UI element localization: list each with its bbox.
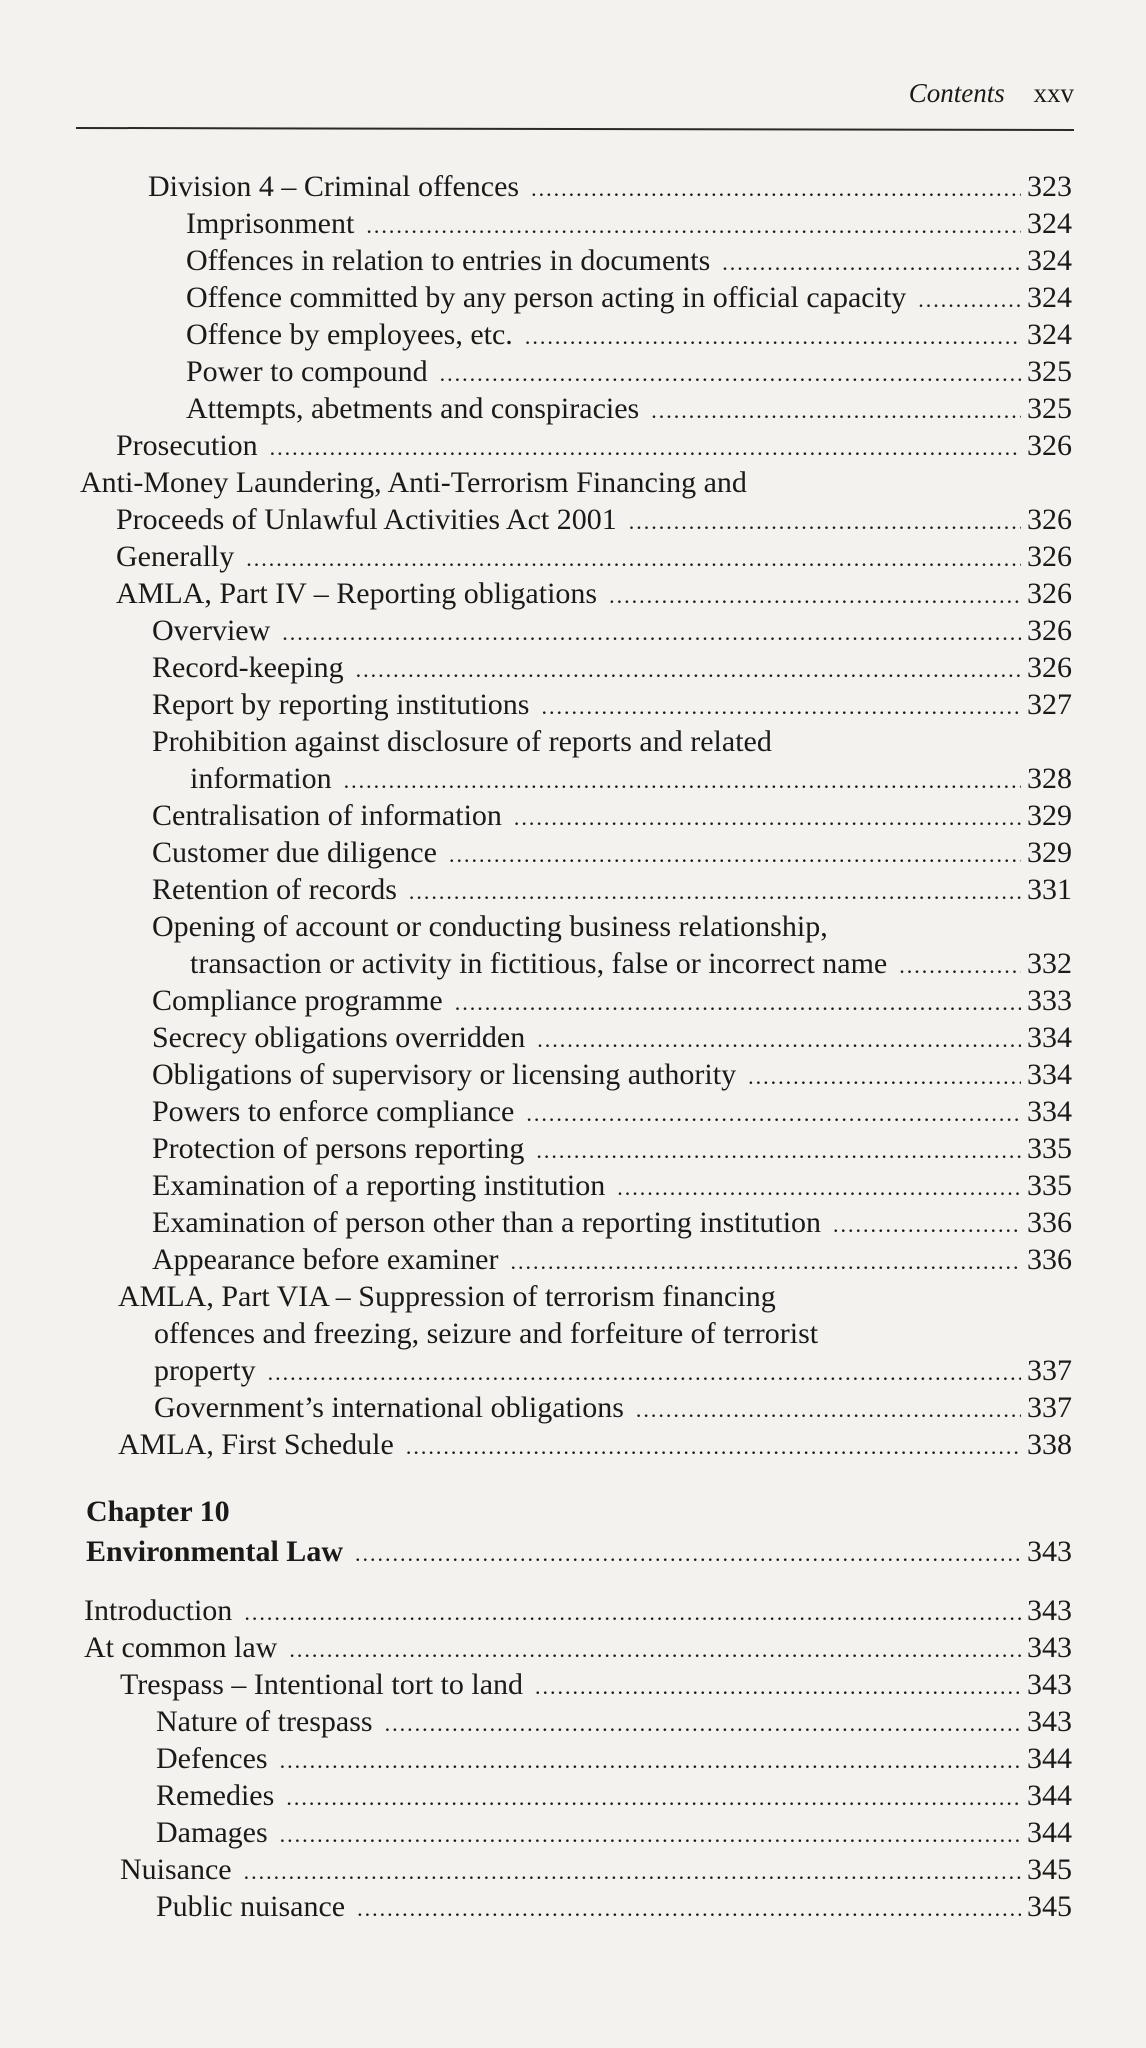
dot-leader: [356, 651, 1021, 688]
toc-entry-page: 324: [1027, 244, 1072, 277]
toc-entry: [0, 1740, 1146, 1777]
toc-entry-title: Opening of account or conducting business relationship,: [152, 910, 828, 943]
toc-entry: [0, 1592, 1146, 1629]
dot-leader: [270, 429, 1021, 466]
dot-leader: [455, 984, 1021, 1021]
toc-entry-title: transaction or activity in fictitious, false or incorrect name: [190, 947, 888, 980]
toc-entry: [0, 242, 1146, 279]
toc-entry-page: 326: [1027, 577, 1072, 610]
dot-leader: [409, 873, 1021, 910]
toc-entry: [0, 982, 1146, 1019]
chapter-number: [0, 1493, 1146, 1530]
dot-leader: [268, 1354, 1021, 1391]
toc-entry: [0, 1426, 1146, 1463]
dot-leader: [833, 1206, 1021, 1243]
toc-entry: [0, 1315, 1146, 1352]
toc-entry: [0, 168, 1146, 205]
toc-entry: [0, 1241, 1146, 1278]
toc-entry: [0, 279, 1146, 316]
toc-entry: [0, 464, 1146, 501]
dot-leader: [629, 503, 1021, 540]
dot-leader: [651, 392, 1021, 429]
table-of-contents: [0, 168, 1146, 1925]
dot-leader: [406, 1428, 1021, 1465]
toc-entry-page: 326: [1027, 429, 1072, 462]
section-gap: [0, 1463, 1146, 1493]
page-number: xxv: [1033, 78, 1074, 108]
toc-entry: [0, 1777, 1146, 1814]
toc-entry: [0, 1389, 1146, 1426]
toc-entry: [0, 1167, 1146, 1204]
toc-entry: [0, 575, 1146, 612]
dot-leader: [636, 1391, 1021, 1428]
toc-entry-page: 334: [1027, 1058, 1072, 1091]
toc-entry-page: 343: [1027, 1594, 1072, 1627]
toc-entry-page: 332: [1027, 947, 1072, 980]
toc-section-division-4-amla: [0, 168, 1146, 1463]
dot-leader: [244, 1853, 1021, 1890]
toc-entry-page: 337: [1027, 1354, 1072, 1387]
toc-entry-title: Defences: [156, 1742, 268, 1775]
toc-entry: [0, 1204, 1146, 1241]
running-header-label: Contents: [908, 78, 1005, 108]
toc-entry-page: 345: [1027, 1890, 1072, 1923]
toc-entry-title: AMLA, Part VIA – Suppression of terrorism financing: [118, 1280, 776, 1313]
toc-entry: [0, 760, 1146, 797]
toc-entry: [0, 427, 1146, 464]
dot-leader: [280, 1742, 1021, 1779]
dot-leader: [722, 244, 1021, 281]
toc-entry-page: 325: [1027, 355, 1072, 388]
dot-leader: [536, 1132, 1021, 1169]
toc-entry-page: 334: [1027, 1021, 1072, 1054]
dot-leader: [244, 1594, 1021, 1631]
toc-entry-title: Trespass – Intentional tort to land: [120, 1668, 524, 1701]
toc-entry-title: Centralisation of information: [152, 799, 502, 832]
toc-entry-page: 327: [1027, 688, 1072, 721]
toc-entry-page: 329: [1027, 799, 1072, 832]
toc-entry: [0, 501, 1146, 538]
toc-entry-page: 323: [1027, 170, 1072, 203]
toc-entry-title: At common law: [84, 1631, 278, 1664]
chapter-title-text: Environmental Law: [86, 1535, 343, 1568]
toc-entry: [0, 1019, 1146, 1056]
toc-entry-title: property: [154, 1354, 256, 1387]
toc-entry: [0, 649, 1146, 686]
toc-entry-title: Damages: [156, 1816, 268, 1849]
dot-leader: [385, 1705, 1021, 1742]
toc-entry-page: 326: [1027, 614, 1072, 647]
dot-leader: [357, 1890, 1021, 1927]
toc-entry-title: Examination of a reporting institution: [152, 1169, 606, 1202]
toc-entry-page: 336: [1027, 1206, 1072, 1239]
toc-entry-title: Protection of persons reporting: [152, 1132, 525, 1165]
dot-leader: [748, 1058, 1021, 1095]
toc-entry-page: 325: [1027, 392, 1072, 425]
toc-entry-page: 324: [1027, 281, 1072, 314]
toc-entry-page: 335: [1027, 1169, 1072, 1202]
toc-entry-title: offences and freezing, seizure and forfeiture of terrorist: [154, 1317, 819, 1350]
toc-entry-title: information: [190, 762, 332, 795]
section-gap: [0, 1574, 1146, 1592]
toc-entry-title: Obligations of supervisory or licensing authority: [152, 1058, 737, 1091]
toc-entry-page: 345: [1027, 1853, 1072, 1886]
toc-entry-title: Remedies: [156, 1779, 275, 1812]
toc-entry-title: Government’s international obligations: [154, 1391, 624, 1424]
dot-leader: [289, 1631, 1021, 1668]
toc-entry-title: Retention of records: [152, 873, 397, 906]
toc-entry: [0, 686, 1146, 723]
toc-entry: [0, 1130, 1146, 1167]
dot-leader: [440, 355, 1021, 392]
dot-leader: [355, 1532, 1021, 1576]
dot-leader: [282, 614, 1021, 651]
toc-entry-title: AMLA, First Schedule: [118, 1428, 394, 1461]
toc-entry-page: 331: [1027, 873, 1072, 906]
toc-entry-page: 344: [1027, 1742, 1072, 1775]
toc-entry-title: Attempts, abetments and conspiracies: [186, 392, 640, 425]
dot-leader: [918, 281, 1021, 318]
toc-entry: [0, 1093, 1146, 1130]
toc-entry-title: Examination of person other than a reporting institution: [152, 1206, 822, 1239]
toc-entry-title: Anti-Money Laundering, Anti-Terrorism Financing and: [80, 466, 747, 499]
toc-entry: [0, 797, 1146, 834]
toc-entry: [0, 612, 1146, 649]
dot-leader: [609, 577, 1021, 614]
toc-entry-page: 337: [1027, 1391, 1072, 1424]
toc-entry: [0, 1703, 1146, 1740]
toc-entry-page: 328: [1027, 762, 1072, 795]
toc-entry-title: Powers to enforce compliance: [152, 1095, 515, 1128]
toc-entry: [0, 908, 1146, 945]
toc-entry-page: 343: [1027, 1705, 1072, 1738]
dot-leader: [280, 1816, 1021, 1853]
toc-entry-title: Overview: [152, 614, 271, 647]
toc-entry-page: 344: [1027, 1779, 1072, 1812]
dot-leader: [541, 688, 1021, 725]
toc-entry-title: Public nuisance: [156, 1890, 346, 1923]
toc-entry-title: Appearance before examiner: [152, 1243, 499, 1276]
dot-leader: [525, 318, 1021, 355]
dot-leader: [344, 762, 1021, 799]
toc-entry-title: Secrecy obligations overridden: [152, 1021, 526, 1054]
toc-entry: [0, 945, 1146, 982]
toc-entry-title: Imprisonment: [186, 207, 355, 240]
toc-entry: [0, 1851, 1146, 1888]
dot-leader: [899, 947, 1021, 984]
dot-leader: [537, 1021, 1021, 1058]
toc-entry: [0, 834, 1146, 871]
toc-entry: [0, 1629, 1146, 1666]
toc-entry-title: Record-keeping: [152, 651, 344, 684]
running-header: [909, 78, 1074, 109]
toc-entry-title: Offence by employees, etc.: [186, 318, 513, 351]
dot-leader: [535, 1668, 1021, 1705]
toc-entry-page: 335: [1027, 1132, 1072, 1165]
toc-entry-title: Generally: [116, 540, 235, 573]
toc-entry-page: 326: [1027, 651, 1072, 684]
toc-entry-page: 344: [1027, 1816, 1072, 1849]
toc-entry-title: Nuisance: [120, 1853, 232, 1886]
toc-entry-page: 343: [1027, 1631, 1072, 1664]
toc-entry-title: Division 4 – Criminal offences: [148, 170, 520, 203]
toc-entry-title: AMLA, Part IV – Reporting obligations: [116, 577, 598, 610]
dot-leader: [510, 1243, 1021, 1280]
toc-entry: [0, 1352, 1146, 1389]
toc-entry-page: 334: [1027, 1095, 1072, 1128]
toc-entry-page: 329: [1027, 836, 1072, 869]
header-rule: [76, 127, 1074, 131]
toc-entry: [0, 723, 1146, 760]
toc-entry-page: 324: [1027, 207, 1072, 240]
toc-entry-page: 343: [1027, 1668, 1072, 1701]
toc-entry: [0, 390, 1146, 427]
toc-entry-title: Offence committed by any person acting in official capacity: [186, 281, 907, 314]
toc-entry-title: Compliance programme: [152, 984, 443, 1017]
dot-leader: [246, 540, 1021, 577]
toc-entry-title: Power to compound: [186, 355, 428, 388]
toc-entry: [0, 1888, 1146, 1925]
toc-entry-page: 333: [1027, 984, 1072, 1017]
toc-section-environmental-law: [0, 1592, 1146, 1925]
toc-entry-page: 336: [1027, 1243, 1072, 1276]
dot-leader: [514, 799, 1021, 836]
chapter-page-number: 343: [1027, 1535, 1072, 1568]
toc-entry-page: 326: [1027, 540, 1072, 573]
toc-entry: [0, 1278, 1146, 1315]
toc-entry-title: Nature of trespass: [156, 1705, 373, 1738]
dot-leader: [531, 170, 1021, 207]
toc-entry: [0, 1814, 1146, 1851]
dot-leader: [449, 836, 1021, 873]
dot-leader: [366, 207, 1021, 244]
toc-entry: [0, 205, 1146, 242]
toc-entry-title: Prosecution: [116, 429, 258, 462]
toc-entry-title: Report by reporting institutions: [152, 688, 530, 721]
toc-entry: [0, 538, 1146, 575]
dot-leader: [617, 1169, 1021, 1206]
toc-entry-title: Prohibition against disclosure of reports and related: [152, 725, 772, 758]
chapter-title-entry: [0, 1530, 1146, 1574]
toc-entry-page: 324: [1027, 318, 1072, 351]
toc-entry-title: Introduction: [84, 1594, 233, 1627]
toc-entry-title: Proceeds of Unlawful Activities Act 2001: [116, 503, 617, 536]
chapter-number-text: Chapter 10: [86, 1495, 230, 1528]
toc-entry: [0, 316, 1146, 353]
dot-leader: [526, 1095, 1021, 1132]
toc-entry: [0, 1666, 1146, 1703]
toc-entry-title: Customer due diligence: [152, 836, 437, 869]
toc-entry-title: Offences in relation to entries in documents: [186, 244, 711, 277]
toc-entry: [0, 1056, 1146, 1093]
toc-entry-page: 326: [1027, 503, 1072, 536]
toc-entry: [0, 871, 1146, 908]
toc-entry-page: 338: [1027, 1428, 1072, 1461]
toc-entry: [0, 353, 1146, 390]
dot-leader: [286, 1779, 1021, 1816]
